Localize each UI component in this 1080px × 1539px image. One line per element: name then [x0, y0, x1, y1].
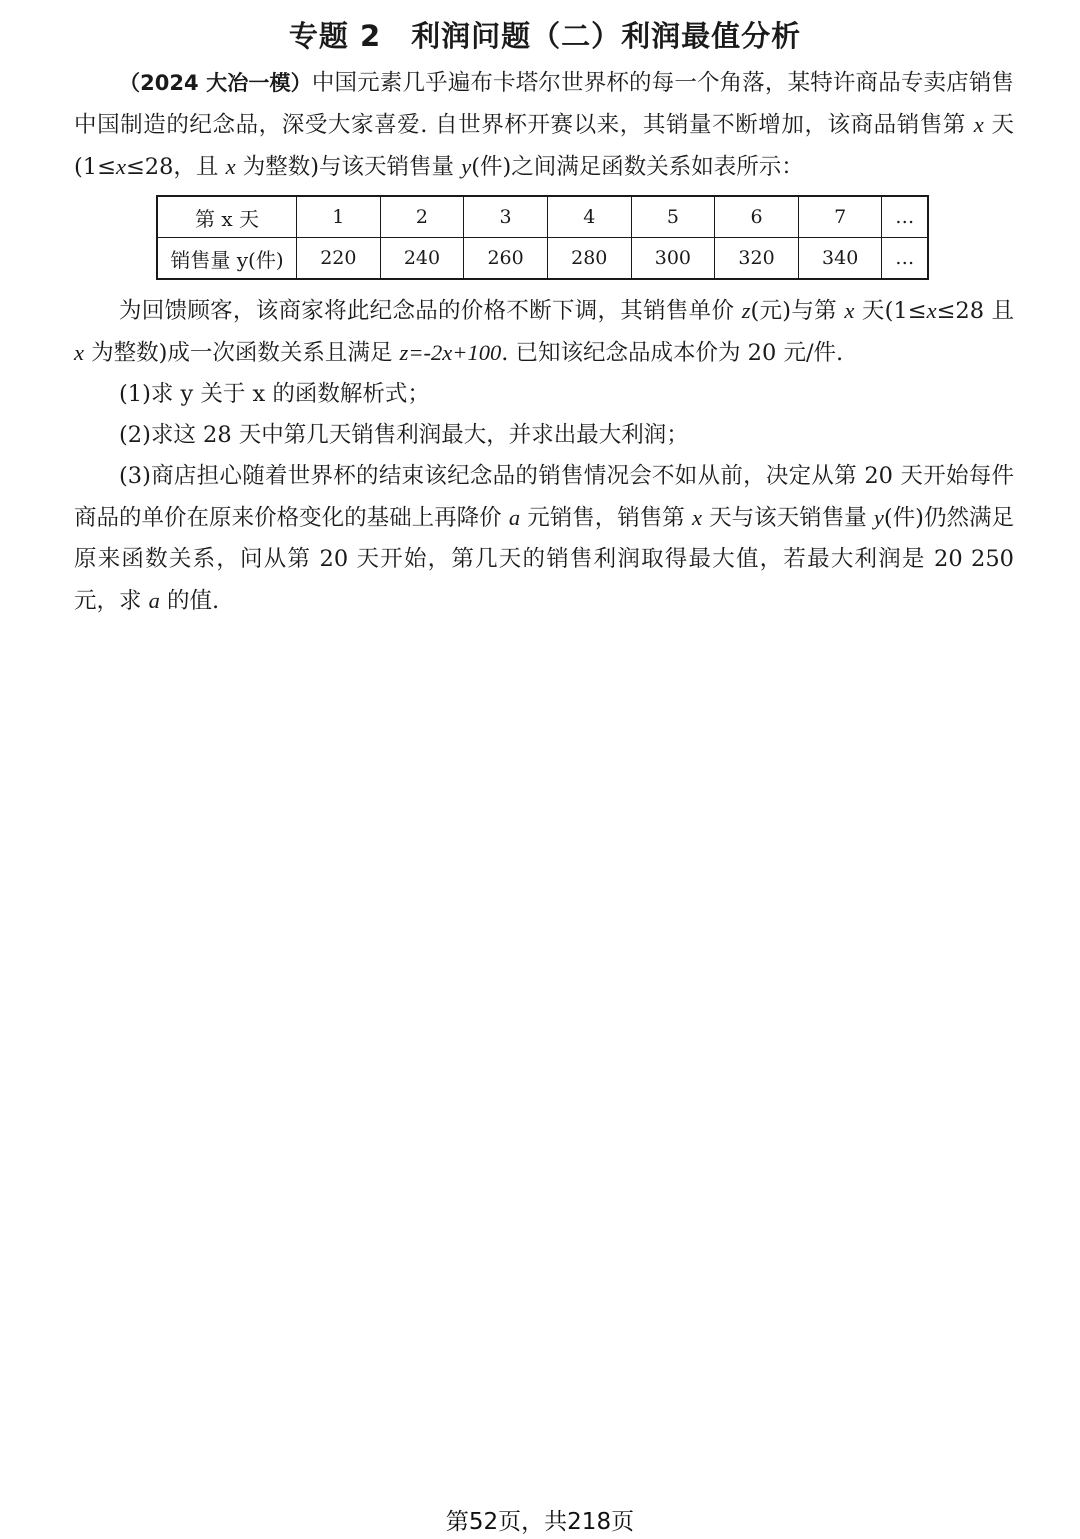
para-text: 天(1≤: [854, 298, 927, 324]
variable-x: x: [973, 112, 984, 137]
problem-intro: [74, 63, 1014, 188]
intro-text: 中国元素几乎遍布卡塔尔世界杯的每一个角落，某特许商品专卖店销售中国制造的纪念品，深受大家喜爱. 自世界杯开赛以来，其销量不断增加，该商品销售第: [74, 70, 1014, 138]
q3-text: 元销售，销售第: [520, 505, 692, 531]
q3-text: (3)商店担心随着世界杯的结束该纪念品的销售情况会不如从前，决定从第 20 天开始每件商品的单价在原来价格变化的基础上再降价: [74, 463, 1014, 531]
variable-x: x: [115, 154, 126, 179]
sales-cell: 280: [547, 238, 631, 280]
variable-x: x: [225, 154, 236, 179]
question-2: (2)求这 28 天中第几天销售利润最大，并求出最大利润；: [119, 422, 689, 448]
variable-x: x: [844, 298, 855, 323]
variable-x: x: [691, 505, 702, 530]
sales-cell: 220: [297, 238, 381, 280]
sales-cell: …: [882, 238, 928, 280]
day-cell: 2: [380, 196, 464, 238]
day-cell: 1: [297, 196, 381, 238]
para-text: (元)与第: [750, 298, 845, 324]
row-header-day: 第 x 天: [157, 196, 297, 238]
question-3: [74, 456, 1014, 622]
table-row: [157, 238, 928, 280]
q3-text: 天与该天销售量: [701, 505, 874, 531]
problem-body: [74, 290, 1014, 622]
variable-x: x: [74, 340, 84, 365]
variable-y: y: [873, 505, 884, 530]
sales-cell: 320: [715, 238, 799, 280]
sales-cell: 240: [380, 238, 464, 280]
sales-cell: 260: [464, 238, 548, 280]
variable-y: y: [461, 154, 472, 179]
price-formula: z=-2x+100: [399, 340, 502, 365]
question-1: (1)求 y 关于 x 的函数解析式；: [119, 381, 430, 407]
page-title: 专题 2 利润问题（二）利润最值分析: [288, 19, 802, 53]
day-cell: 5: [631, 196, 715, 238]
variable-a: a: [508, 505, 521, 530]
intro-text: (件)之间满足函数关系如表所示：: [471, 154, 804, 180]
pricing-paragraph: [74, 290, 1014, 374]
para-text: 为整数)成一次函数关系且满足: [84, 340, 400, 366]
problem-source: （2024 大冶一模）: [119, 71, 312, 95]
intro-text: ≤28，且: [125, 154, 226, 180]
intro-text: 天(1≤: [74, 112, 1015, 180]
variable-x: x: [926, 298, 937, 323]
intro-text: 为整数)与该天销售量: [235, 154, 462, 180]
sales-cell: 300: [631, 238, 715, 280]
row-header-sales: 销售量 y(件): [157, 238, 297, 280]
day-cell: 7: [798, 196, 882, 238]
q3-text: (件)仍然满足原来函数关系，问从第 20 天开始，第几天的销售利润取得最大值，若最大利润是 20 250 元，求: [74, 505, 1014, 614]
q3-text: 的值.: [159, 588, 220, 614]
sales-table: [156, 195, 929, 280]
sales-cell: 340: [798, 238, 882, 280]
day-cell: 4: [547, 196, 631, 238]
day-cell: 3: [464, 196, 548, 238]
para-text: 为回馈顾客，该商家将此纪念品的价格不断下调，其销售单价: [119, 298, 742, 324]
variable-z: z: [741, 298, 751, 323]
day-cell: 6: [715, 196, 799, 238]
variable-a: a: [148, 588, 160, 613]
day-cell: …: [882, 196, 928, 238]
page-number-footer: 第52页，共218页: [445, 1509, 635, 1535]
para-text: ≤28 且: [936, 298, 1014, 324]
para-text: . 已知该纪念品成本价为 20 元/件.: [501, 340, 844, 366]
table-row: [157, 196, 928, 238]
